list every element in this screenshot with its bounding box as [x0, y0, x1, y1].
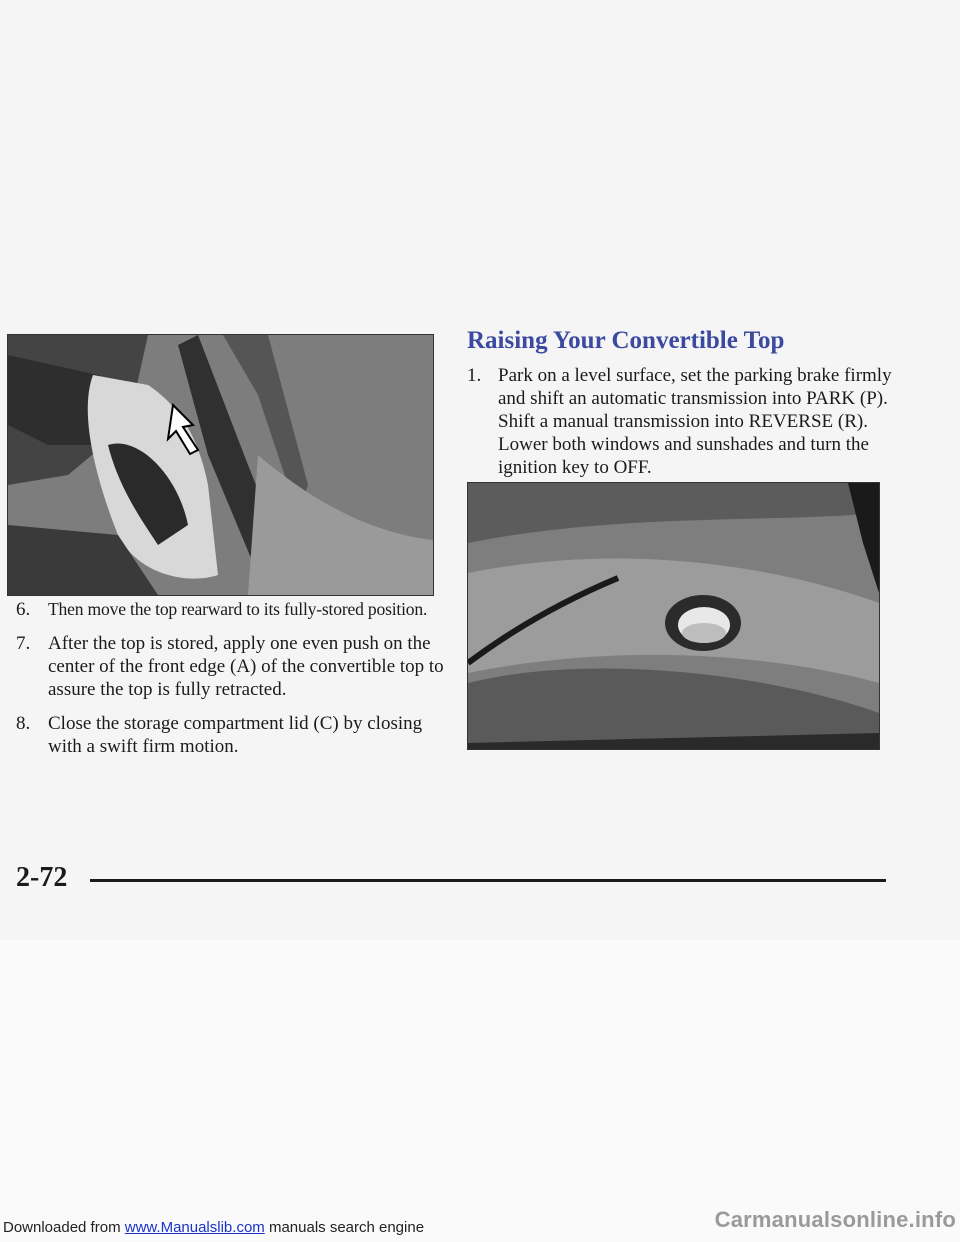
step-number: 7.: [16, 633, 31, 654]
list-item: [16, 632, 446, 701]
storing-steps-list: [16, 598, 446, 769]
download-suffix: manuals search engine: [264, 1219, 425, 1236]
convertible-top-storing-photo: [7, 334, 434, 596]
site-brand-watermark: Carmanualsonline.info: [714, 1207, 956, 1232]
raising-steps-list: [467, 364, 897, 490]
lower-margin: [0, 940, 960, 1242]
step-number: 6.: [16, 599, 31, 620]
manualslib-link[interactable]: www.Manualslib.com: [124, 1219, 265, 1236]
page-number: 2-72: [16, 862, 68, 893]
list-item: [16, 712, 446, 758]
list-item: [16, 598, 446, 621]
step-number: 1.: [467, 365, 482, 386]
step-text: Park on a level surface, set the parking brake firmly and shift an automatic transmission into PARK (P). Shift a manual transmission into REVERSE (R). Lower both windows and sunshades and turn the ignition key to OFF.: [498, 365, 892, 478]
download-notice: [3, 1219, 424, 1236]
step-text: Close the storage compartment lid (C) by closing with a swift firm motion.: [48, 713, 423, 757]
step-text: After the top is stored, apply one even push on the center of the front edge (A) of the convertible top to assure the top is fully retracted.: [48, 633, 444, 700]
step-number: 8.: [16, 713, 31, 734]
footer-rule: [90, 879, 886, 882]
section-title: Raising Your Convertible Top: [467, 327, 785, 354]
step-text: Then move the top rearward to its fully-stored position.: [48, 599, 428, 619]
storage-compartment-photo: [467, 482, 880, 750]
list-item: [467, 364, 897, 479]
download-prefix: Downloaded from: [3, 1219, 125, 1236]
